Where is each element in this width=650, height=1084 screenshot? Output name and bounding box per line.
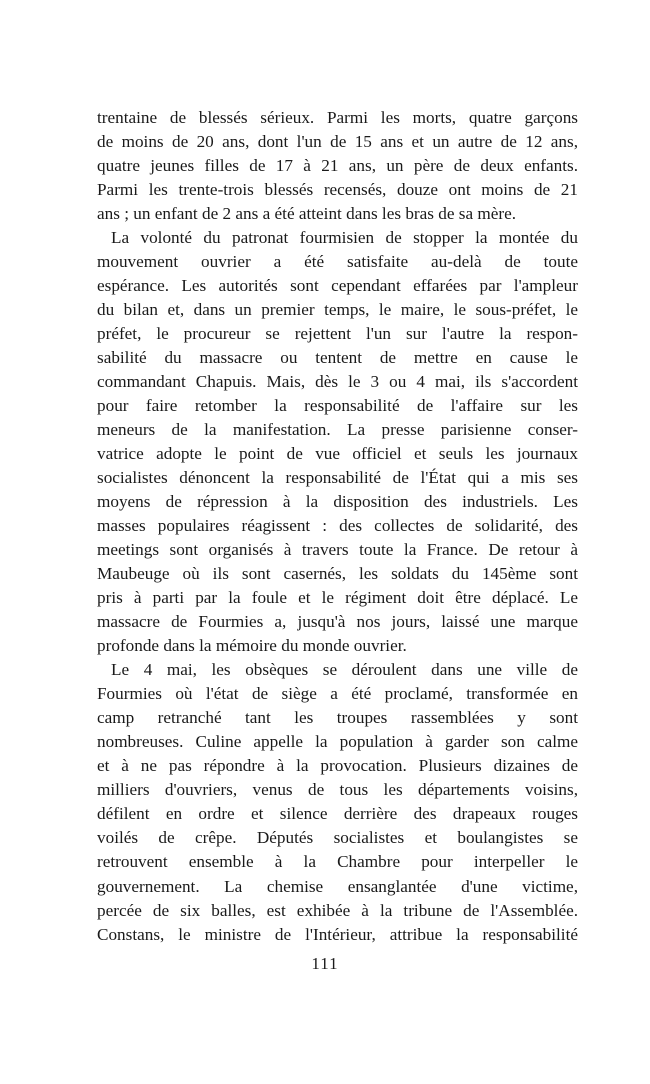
text-line: Fourmies où l'état de siège a été proclamé, transformée en (97, 684, 578, 704)
text-line: trentaine de blessés sérieux. Parmi les morts, quatre garçons (97, 108, 578, 127)
text-line: Parmi les trente-trois blessés recensés, douze ont moins de 21 (97, 180, 578, 200)
text-line: meetings sont organisés à travers toute la France. De retour à (97, 540, 578, 560)
text-line: massacre de Fourmies a, jusqu'à nos jours, laissé une marque (97, 612, 578, 632)
text-line: Constans, le ministre de l'Intérieur, attribue la responsabilité (97, 924, 578, 944)
paragraph (97, 106, 578, 226)
text-line: masses populaires réagissent : des collectes de solidarité, des (97, 516, 578, 536)
text-line: de moins de 20 ans, dont l'un de 15 ans et un autre de 12 ans, (97, 132, 578, 152)
text-line: sabilité du massacre ou tentent de mettre en cause le (97, 348, 578, 368)
text-line: quatre jeunes filles de 17 à 21 ans, un père de deux enfants. (97, 156, 578, 176)
text-line: Maubeuge où ils sont casernés, les soldats du 145ème sont (97, 564, 578, 584)
text-line: voilés de crêpe. Députés socialistes et boulangistes se (97, 828, 578, 848)
text-line: La volonté du patronat fourmisien de stopper la montée du (111, 228, 578, 248)
text-line: meneurs de la manifestation. La presse parisienne conser- (97, 420, 578, 440)
text-line: espérance. Les autorités sont cependant effarées par l'ampleur (97, 276, 578, 296)
text-line: camp retranché tant les troupes rassemblées y sont (97, 708, 578, 728)
text-line: préfet, le procureur se rejettent l'un sur l'autre la respon- (97, 324, 578, 344)
text-line: moyens de répression à la disposition des industriels. Les (97, 492, 578, 512)
body-text (97, 106, 578, 947)
text-line: profonde dans la mémoire du monde ouvrier. (97, 636, 407, 656)
text-line: vatrice adopte le point de vue officiel et seuls les journaux (97, 444, 578, 464)
text-line: percée de six balles, est exhibée à la tribune de l'Assemblée. (97, 900, 578, 920)
paragraph (97, 658, 578, 946)
text-line: retrouvent ensemble à la Chambre pour interpeller le (97, 852, 578, 872)
text-line: nombreuses. Culine appelle la population à garder son calme (97, 732, 578, 752)
text-line: pour faire retomber la responsabilité de l'affaire sur les (97, 396, 578, 416)
text-line: Le 4 mai, les obsèques se déroulent dans une ville de (111, 660, 578, 680)
page-number: 111 (311, 954, 339, 973)
paragraph (97, 226, 578, 658)
text-line: commandant Chapuis. Mais, dès le 3 ou 4 mai, ils s'accordent (97, 372, 578, 392)
text-line: du bilan et, dans un premier temps, le maire, le sous-préfet, le (97, 300, 578, 320)
text-line: gouvernement. La chemise ensanglantée d'une victime, (97, 876, 578, 896)
text-line: défilent en ordre et silence derrière des drapeaux rouges (97, 804, 578, 824)
text-line: socialistes dénoncent la responsabilité de l'État qui a mis ses (97, 468, 578, 488)
text-line: pris à parti par la foule et le régiment doit être déplacé. Le (97, 588, 578, 608)
text-line: mouvement ouvrier a été satisfaite au-delà de toute (97, 252, 578, 272)
text-line: milliers d'ouvriers, venus de tous les départements voisins, (97, 780, 578, 800)
text-line: et à ne pas répondre à la provocation. Plusieurs dizaines de (97, 756, 578, 776)
text-line: ans ; un enfant de 2 ans a été atteint dans les bras de sa mère. (97, 204, 517, 224)
